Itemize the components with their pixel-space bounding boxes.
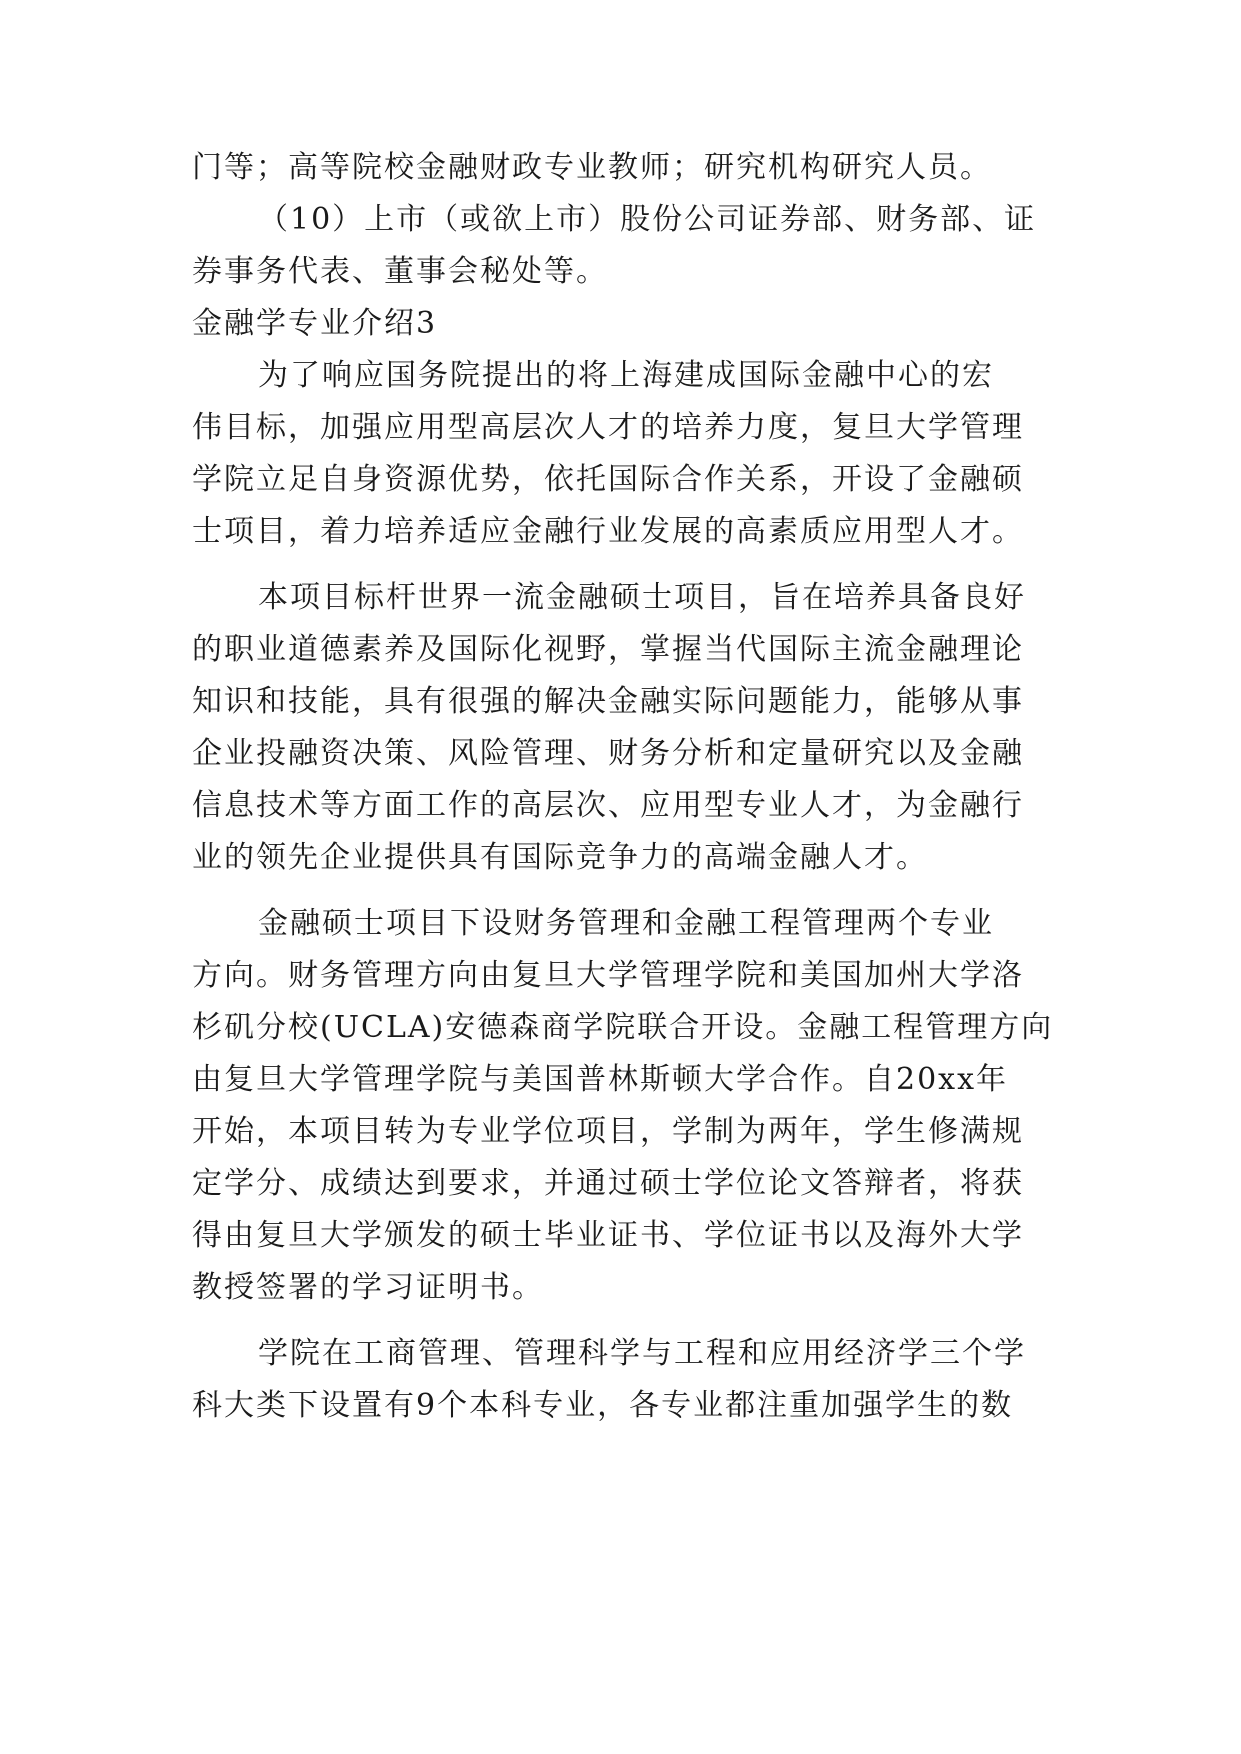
text-line: 企业投融资决策、风险管理、财务分析和定量研究以及金融 (192, 736, 1024, 771)
text-line: 杉矶分校(UCLA)安德森商学院联合开设。金融工程管理方向 (192, 1010, 1054, 1045)
text-line: 科大类下设置有9个本科专业，各专业都注重加强学生的数 (192, 1388, 1014, 1423)
text-line: 信息技术等方面工作的高层次、应用型专业人才，为金融行 (192, 788, 1024, 823)
text-line: 门等；高等院校金融财政专业教师；研究机构研究人员。 (192, 150, 992, 185)
text-line: 士项目，着力培养适应金融行业发展的高素质应用型人才。 (192, 514, 1024, 549)
text-line: 为了响应国务院提出的将上海建成国际金融中心的宏 (258, 358, 994, 393)
text-line: （10）上市（或欲上市）股份公司证券部、财务部、证 (258, 202, 1037, 237)
text-line: 教授签署的学习证明书。 (192, 1270, 544, 1305)
section-heading: 金融学专业介绍3 (192, 306, 438, 341)
text-line: 方向。财务管理方向由复旦大学管理学院和美国加州大学洛 (192, 958, 1024, 993)
text-line: 学院立足自身资源优势，依托国际合作关系，开设了金融硕 (192, 462, 1024, 497)
text-line: 的职业道德素养及国际化视野，掌握当代国际主流金融理论 (192, 632, 1024, 667)
text-line: 由复旦大学管理学院与美国普林斯顿大学合作。自20xx年 (192, 1062, 1009, 1097)
text-line: 券事务代表、董事会秘处等。 (192, 254, 608, 289)
text-line: 开始，本项目转为专业学位项目，学制为两年，学生修满规 (192, 1114, 1024, 1149)
text-line: 学院在工商管理、管理科学与工程和应用经济学三个学 (258, 1336, 1026, 1371)
text-line: 得由复旦大学颁发的硕士毕业证书、学位证书以及海外大学 (192, 1218, 1024, 1253)
text-line: 定学分、成绩达到要求，并通过硕士学位论文答辩者，将获 (192, 1166, 1024, 1201)
text-line: 金融硕士项目下设财务管理和金融工程管理两个专业 (258, 906, 994, 941)
text-line: 业的领先企业提供具有国际竞争力的高端金融人才。 (192, 840, 928, 875)
text-line: 伟目标，加强应用型高层次人才的培养力度，复旦大学管理 (192, 410, 1024, 445)
text-line: 本项目标杆世界一流金融硕士项目，旨在培养具备良好 (258, 580, 1026, 615)
text-line: 知识和技能，具有很强的解决金融实际问题能力，能够从事 (192, 684, 1024, 719)
